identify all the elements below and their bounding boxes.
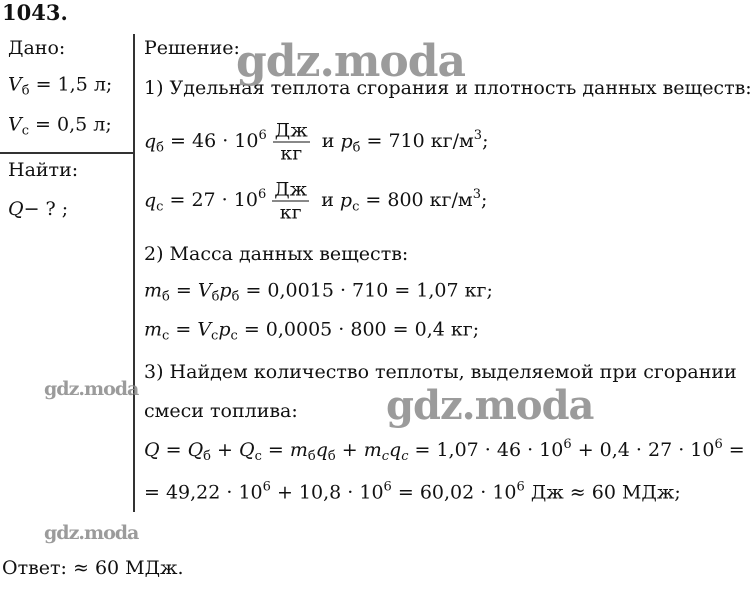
subscript: с [211, 328, 219, 344]
text: Дж ≈ 60 МДж; [524, 481, 681, 504]
subscript: б [307, 449, 316, 464]
variable: $p_с$ [218, 318, 238, 344]
subscript: б [211, 289, 220, 305]
given-heading: Дано: [8, 37, 66, 59]
solution-line [144, 318, 479, 349]
solution-line [144, 433, 745, 469]
subscript: c [401, 449, 409, 464]
text: = 1,5 л; [29, 73, 113, 96]
subscript: с [162, 328, 170, 344]
variable: $q_б$ [144, 130, 164, 155]
variable: $q_c$ [389, 439, 409, 464]
watermark: gdz.moda [386, 382, 594, 429]
exponent: 6 [383, 479, 392, 495]
text: = 0,0005 · 800 = 0,4 кг; [237, 318, 480, 341]
text: смеси топлива: [144, 400, 298, 422]
text: 3) Найдем количество теплоты, выделяемой при сгорании [144, 361, 737, 383]
variable: Q [144, 439, 160, 461]
solution-line [144, 279, 493, 310]
text: = [159, 439, 188, 461]
variable: $m_с$ [144, 318, 170, 344]
variable: $V_с$ [197, 318, 219, 344]
text: = 60,02 · 10 [391, 481, 517, 504]
exponent: 6 [258, 128, 267, 143]
text: и [315, 189, 340, 211]
fraction [273, 120, 310, 165]
subscript: б [162, 289, 170, 305]
subscript: б [156, 140, 164, 155]
watermark: gdz.moda [44, 378, 139, 400]
solution-line [144, 242, 408, 266]
variable: $V_б$ [197, 279, 220, 305]
text: = 0,5 л; [29, 113, 112, 136]
subscript: б [327, 449, 336, 464]
variable: $q_б$ [315, 439, 336, 464]
subscript: б [203, 449, 211, 464]
solution-line [144, 120, 488, 165]
exponent: 6 [563, 437, 572, 452]
exponent: 3 [473, 128, 483, 143]
text: 2) Масса данных веществ: [144, 243, 409, 265]
text: = 0,0015 · 710 = 1,07 кг; [239, 279, 493, 302]
text: Решение: [144, 37, 240, 59]
subscript: б [231, 289, 240, 305]
variable: $m_б$ [144, 279, 170, 305]
subscript: с [156, 199, 164, 214]
numerator: Дж [274, 178, 308, 201]
fraction [272, 179, 309, 224]
variable: $V_с$ [8, 113, 30, 139]
text: 1) Удельная теплота сгорания и плотность данных веществ: [144, 77, 752, 99]
variable: $q_с$ [144, 189, 164, 214]
numerator: Дж [274, 119, 308, 142]
exponent: 6 [262, 479, 271, 495]
subscript: с [254, 449, 262, 464]
variable: $p_б$ [340, 130, 361, 155]
subscript: б [21, 83, 30, 99]
find-heading: Найти: [8, 159, 79, 181]
subscript: с [352, 199, 360, 214]
subscript: c [381, 449, 390, 464]
solution-line [144, 179, 487, 224]
variable: $Q_с$ [238, 439, 262, 464]
watermark: gdz.moda [236, 36, 466, 87]
text: ; [482, 130, 489, 152]
given-line [8, 73, 112, 104]
exponent: 3 [472, 187, 481, 202]
column-divider [133, 34, 135, 512]
text: − ? ; [23, 198, 69, 220]
exponent: 6 [516, 479, 525, 495]
variable: $p_с$ [339, 189, 360, 214]
variable: $Q_б$ [187, 439, 211, 464]
text: = 46 · 10 [164, 130, 259, 152]
find-line [8, 197, 68, 221]
text: = [169, 279, 198, 302]
text: = 800 кг/м [359, 189, 473, 211]
text: = 1,07 · 46 · 10 [408, 439, 564, 461]
problem-number: 1043. [2, 0, 68, 25]
exponent: 6 [714, 437, 723, 452]
subscript: с [230, 328, 238, 344]
denominator: кг [279, 201, 302, 224]
answer: Ответ: ≈ 60 МДж. [2, 557, 184, 579]
text: = 49,22 · 10 [144, 481, 263, 504]
text: + [335, 439, 364, 461]
variable: $m_б$ [289, 439, 316, 464]
variable: $p_б$ [219, 279, 240, 305]
text: = [261, 439, 290, 461]
variable: Q [8, 198, 24, 220]
subscript: б [352, 140, 361, 155]
denominator: кг [280, 142, 303, 165]
exponent: 6 [257, 187, 267, 202]
text: = 27 · 10 [163, 189, 258, 211]
solution-heading [144, 36, 240, 60]
solution-line [144, 360, 737, 384]
watermark: gdz.moda [44, 522, 139, 544]
variable: $V_б$ [8, 73, 30, 99]
text: = 710 кг/м [360, 130, 474, 152]
text: + [210, 439, 239, 461]
text: + 0,4 · 27 · 10 [571, 439, 715, 461]
subscript: с [21, 123, 30, 139]
solution-line [144, 399, 298, 423]
text: + 10,8 · 10 [270, 481, 384, 504]
given-find-divider [0, 152, 134, 154]
text: = [722, 439, 745, 461]
text: ; [480, 189, 488, 211]
variable: $m_c$ [363, 439, 390, 464]
given-line [8, 113, 112, 144]
text: = [169, 318, 198, 341]
text: и [315, 130, 341, 152]
solution-line [144, 476, 681, 505]
